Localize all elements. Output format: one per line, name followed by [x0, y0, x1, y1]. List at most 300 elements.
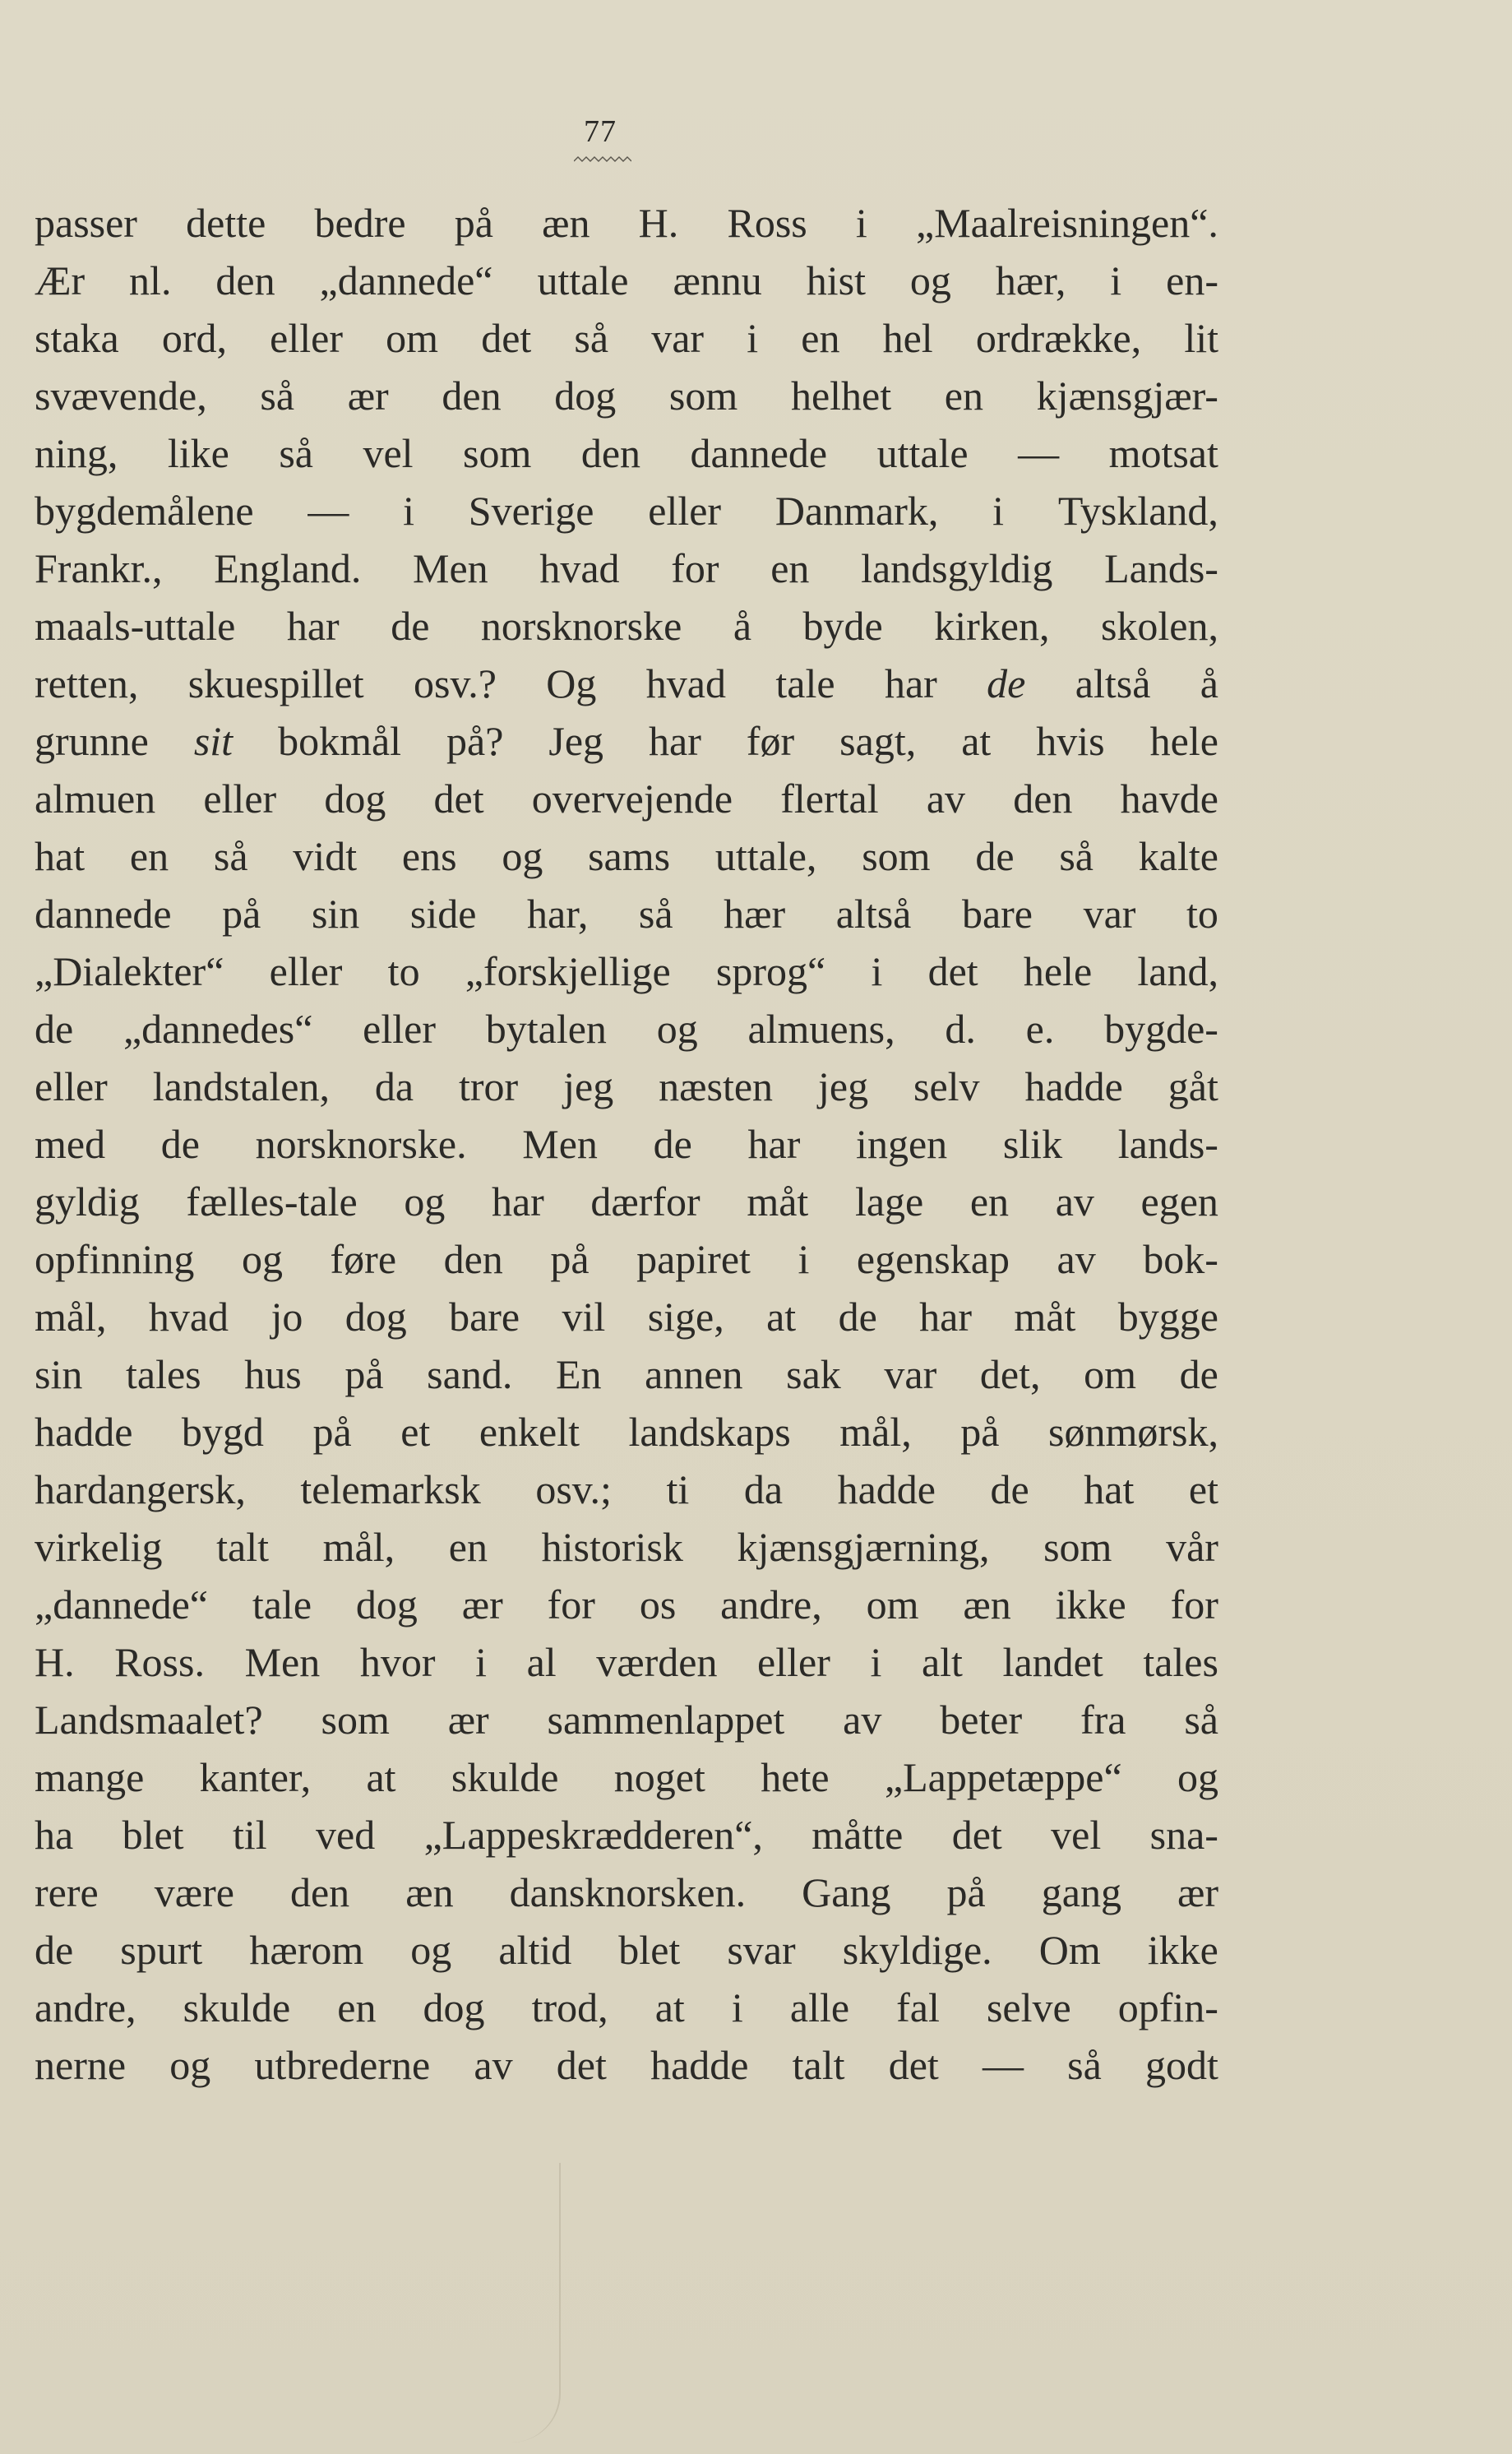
- word: mange: [35, 1754, 145, 1800]
- text-line: [35, 1979, 1218, 2036]
- word: av: [1057, 1236, 1096, 1282]
- word: uttale,: [714, 833, 817, 879]
- word: gang: [1041, 1869, 1121, 1915]
- word: kjænsgjærning,: [737, 1524, 990, 1570]
- word: tales: [1143, 1639, 1218, 1685]
- word: har: [491, 1178, 544, 1225]
- word: lit: [1184, 315, 1218, 361]
- text-line: [35, 770, 1218, 827]
- word: var: [1083, 891, 1136, 937]
- word: en: [337, 1984, 377, 2030]
- word: være: [154, 1869, 234, 1915]
- word: skuespillet: [187, 660, 364, 706]
- word: osv.;: [535, 1466, 612, 1512]
- word: eller: [270, 315, 343, 361]
- word: så: [213, 833, 248, 879]
- word: det: [481, 315, 532, 361]
- word: H.: [638, 200, 679, 246]
- word: tales: [125, 1351, 201, 1397]
- word: kirken,: [934, 603, 1050, 649]
- word: de: [653, 1121, 692, 1167]
- word: bokmål: [278, 718, 402, 764]
- word: dærfor: [590, 1178, 701, 1225]
- word: kalte: [1138, 833, 1218, 879]
- word: værden: [596, 1639, 718, 1685]
- word: måtte: [811, 1812, 904, 1858]
- word: jeg: [817, 1063, 869, 1109]
- text-line: [35, 539, 1218, 597]
- word: det: [951, 1812, 1002, 1858]
- word: et: [400, 1409, 431, 1455]
- word: bare: [961, 891, 1033, 937]
- word: En: [555, 1351, 602, 1397]
- word: bygd: [181, 1409, 264, 1455]
- text-line: [35, 1921, 1218, 1979]
- text-line: [35, 1633, 1218, 1691]
- word: det: [556, 2042, 607, 2088]
- word: mål,: [839, 1409, 912, 1455]
- word: Lands-: [1104, 545, 1218, 591]
- word: hær: [724, 891, 786, 937]
- page-crease: [460, 2163, 561, 2442]
- word: hadde: [837, 1466, 936, 1512]
- text-line: [35, 1000, 1218, 1058]
- word: Jeg: [548, 718, 604, 764]
- word: i: [798, 1236, 810, 1282]
- word: to: [387, 948, 420, 994]
- word: for: [1170, 1581, 1218, 1628]
- word: hadde: [1024, 1063, 1123, 1109]
- text-line: [35, 827, 1218, 885]
- word: så: [1184, 1697, 1218, 1743]
- word: Ross.: [114, 1639, 205, 1685]
- word: al: [526, 1639, 557, 1685]
- word: annen: [645, 1351, 743, 1397]
- word: almuens,: [747, 1006, 895, 1052]
- word: måt: [1014, 1294, 1076, 1340]
- word: hat: [35, 833, 86, 879]
- word: dog: [355, 1581, 418, 1628]
- word: i: [871, 948, 883, 994]
- word: altså: [835, 891, 912, 937]
- word: og: [502, 833, 543, 879]
- text-line: [35, 1461, 1218, 1518]
- word: på: [222, 891, 261, 937]
- word: nerne: [35, 2042, 127, 2088]
- word: den: [580, 430, 641, 476]
- word: ær: [347, 373, 389, 419]
- word: føre: [330, 1236, 397, 1282]
- word: side: [409, 891, 477, 937]
- word: for: [671, 545, 719, 591]
- word: Landsmaalet?: [35, 1697, 263, 1743]
- word: almuen: [35, 776, 156, 822]
- word: helhet: [790, 373, 892, 419]
- text-line: [35, 1115, 1218, 1173]
- word: at: [366, 1754, 396, 1800]
- word: en: [770, 545, 810, 591]
- word: eller: [363, 1006, 436, 1052]
- word: ær: [461, 1581, 503, 1628]
- word: Tyskland,: [1057, 488, 1218, 534]
- text-line: [35, 252, 1218, 309]
- word: vel: [1051, 1812, 1102, 1858]
- word: som: [321, 1697, 390, 1743]
- word: „Lappetæppe“: [884, 1754, 1122, 1800]
- word: med: [35, 1121, 106, 1167]
- word: sagt,: [839, 718, 917, 764]
- word: ens: [401, 833, 457, 879]
- word: gåt: [1168, 1063, 1218, 1109]
- word: den: [1013, 776, 1073, 822]
- word: skolen,: [1100, 603, 1218, 649]
- word: noget: [613, 1754, 705, 1800]
- word: har: [884, 660, 937, 706]
- word: på: [312, 1409, 352, 1455]
- word: hvor: [359, 1639, 436, 1685]
- text-line: [35, 1403, 1218, 1461]
- word: den: [289, 1869, 350, 1915]
- word: og: [1177, 1754, 1218, 1800]
- word: de: [990, 1466, 1029, 1512]
- word: som: [463, 430, 532, 476]
- word: som: [668, 373, 738, 419]
- word: da: [374, 1063, 414, 1109]
- word: vidt: [293, 833, 358, 879]
- word: alle: [789, 1984, 850, 2030]
- word: på: [454, 200, 493, 246]
- word: de: [838, 1294, 877, 1340]
- word: hat: [1084, 1466, 1135, 1512]
- word: at: [654, 1984, 685, 2030]
- word: har: [747, 1121, 801, 1167]
- word: svævende,: [35, 373, 207, 419]
- word: skyldige.: [842, 1927, 992, 1973]
- word: av: [474, 2042, 513, 2088]
- word: har: [286, 603, 340, 649]
- word: de: [35, 1927, 74, 1973]
- word: landstalen,: [152, 1063, 330, 1109]
- word: hist: [806, 257, 866, 303]
- word: den: [443, 1236, 503, 1282]
- word: så: [260, 373, 295, 419]
- word: —: [307, 488, 349, 534]
- text-line: [35, 482, 1218, 539]
- word: nl.: [129, 257, 172, 303]
- word: ikke: [1055, 1581, 1126, 1628]
- word: ha: [35, 1812, 74, 1858]
- word: ikke: [1147, 1927, 1218, 1973]
- word: hel: [882, 315, 933, 361]
- word: ning,: [35, 430, 118, 476]
- word: „dannede“: [35, 1581, 208, 1628]
- word: England.: [214, 545, 362, 591]
- word: slik: [1002, 1121, 1063, 1167]
- word: på: [344, 1351, 384, 1397]
- word: hele: [1149, 718, 1218, 764]
- word: hær,: [995, 257, 1066, 303]
- text-line: [35, 424, 1218, 482]
- word: de: [975, 833, 1015, 879]
- word: den: [215, 257, 275, 303]
- word: bygde-: [1104, 1006, 1218, 1052]
- word: motsat: [1108, 430, 1218, 476]
- text-line: [35, 712, 1218, 770]
- text-line: [35, 1806, 1218, 1864]
- word: hvad: [148, 1294, 229, 1340]
- word: en: [969, 1178, 1010, 1225]
- word: alt: [921, 1639, 963, 1685]
- word: på: [550, 1236, 590, 1282]
- word: hadde: [35, 1409, 133, 1455]
- word: sak: [786, 1351, 841, 1397]
- word: sin: [311, 891, 360, 937]
- word: hvad: [539, 545, 620, 591]
- word: beter: [940, 1697, 1023, 1743]
- word: og: [404, 1178, 446, 1225]
- word: ær: [1177, 1869, 1218, 1915]
- word: dog: [423, 1984, 485, 2030]
- word: bygdemålene: [35, 488, 254, 534]
- word: æn: [542, 200, 590, 246]
- word: land,: [1137, 948, 1218, 994]
- word: retten,: [35, 660, 139, 706]
- text-line: [35, 655, 1218, 712]
- word: skulde: [451, 1754, 559, 1800]
- word: var: [884, 1351, 937, 1397]
- word: jeg: [563, 1063, 614, 1109]
- word: det: [433, 776, 484, 822]
- word: sams: [588, 833, 671, 879]
- word: landet: [1002, 1639, 1103, 1685]
- word: gyldig: [35, 1178, 140, 1225]
- word: selve: [986, 1984, 1071, 2030]
- word: tale: [252, 1581, 312, 1628]
- word: ti: [666, 1466, 690, 1512]
- word: lands-: [1117, 1121, 1218, 1167]
- word: det: [927, 948, 978, 994]
- word: hvad: [645, 660, 726, 706]
- word: ingen: [856, 1121, 948, 1167]
- word: Danmark,: [774, 488, 939, 534]
- text-line: [35, 1748, 1218, 1806]
- word: var: [651, 315, 705, 361]
- word: maals-uttale: [35, 603, 236, 649]
- word: og: [241, 1236, 283, 1282]
- word: mål,: [322, 1524, 395, 1570]
- word: om: [866, 1581, 919, 1628]
- text-line: [35, 597, 1218, 655]
- word: fælles-tale: [186, 1178, 358, 1225]
- word: æn: [963, 1581, 1011, 1628]
- word: æn: [405, 1869, 454, 1915]
- word: før: [746, 718, 795, 764]
- word: overvejende: [531, 776, 733, 822]
- word: kjænsgjær-: [1036, 373, 1218, 419]
- word: landskaps: [628, 1409, 791, 1455]
- word: ord,: [161, 315, 228, 361]
- word: ordrække,: [975, 315, 1142, 361]
- word: Men: [413, 545, 488, 591]
- word: grunne: [35, 718, 149, 764]
- page-number-ornament: [574, 155, 631, 163]
- word: virkelig: [35, 1524, 163, 1570]
- text-line: [35, 1576, 1218, 1633]
- word: andre,: [35, 1984, 136, 2030]
- word: eller: [269, 948, 343, 994]
- text-line: [35, 1345, 1218, 1403]
- word: andre,: [720, 1581, 822, 1628]
- word: —: [1018, 430, 1060, 476]
- word: sna-: [1149, 1812, 1218, 1858]
- word: ænnu: [673, 257, 762, 303]
- word: det: [888, 2042, 939, 2088]
- word: bygge: [1117, 1294, 1218, 1340]
- word: eller: [757, 1639, 830, 1685]
- word: skulde: [183, 1984, 291, 2030]
- word: opfin-: [1117, 1984, 1218, 2030]
- word: hærom: [249, 1927, 364, 1973]
- word: til: [232, 1812, 267, 1858]
- word: Om: [1038, 1927, 1101, 1973]
- word: uttale: [876, 430, 969, 476]
- word: bytalen: [485, 1006, 607, 1052]
- word: de: [160, 1121, 200, 1167]
- word: landsgyldig: [861, 545, 1053, 591]
- word: om: [386, 315, 439, 361]
- word: Gang: [802, 1869, 891, 1915]
- word: dannede: [690, 430, 828, 476]
- word: på: [946, 1869, 986, 1915]
- word: i: [855, 200, 867, 246]
- word: Og: [546, 660, 597, 706]
- word: H.: [35, 1639, 75, 1685]
- word: talt: [792, 2042, 845, 2088]
- word: kanter,: [199, 1754, 312, 1800]
- word: et: [1188, 1466, 1218, 1512]
- word: eller: [648, 488, 722, 534]
- word: så: [638, 891, 673, 937]
- word: altid: [498, 1927, 572, 1973]
- word: „Dialekter“: [35, 948, 224, 994]
- word: sige,: [647, 1294, 724, 1340]
- word: rere: [35, 1869, 99, 1915]
- word: blet: [122, 1812, 184, 1858]
- word: d.: [945, 1006, 976, 1052]
- word: om: [1084, 1351, 1137, 1397]
- word: i: [475, 1639, 487, 1685]
- word: vår: [1166, 1524, 1218, 1570]
- word: selv: [913, 1063, 980, 1109]
- word: dannede: [35, 891, 172, 937]
- word: en: [129, 833, 169, 879]
- word: flertal: [780, 776, 879, 822]
- word: for: [547, 1581, 595, 1628]
- text-line: [35, 1230, 1218, 1288]
- word: lage: [854, 1178, 924, 1225]
- word: sand.: [427, 1351, 513, 1397]
- text-line: [35, 2036, 1218, 2094]
- word: osv.?: [413, 660, 497, 706]
- word: den: [442, 373, 502, 419]
- word: utbrederne: [254, 2042, 431, 2088]
- text-line: [35, 1518, 1218, 1576]
- word: å: [1200, 660, 1218, 706]
- word: har,: [527, 891, 589, 937]
- word: så: [279, 430, 313, 476]
- word: svar: [727, 1927, 796, 1973]
- word: jo: [270, 1294, 303, 1340]
- word: hus: [244, 1351, 302, 1397]
- page-number: 77: [584, 114, 617, 149]
- word: egenskap: [856, 1236, 1010, 1282]
- word: de: [391, 603, 430, 649]
- word: bedre: [314, 200, 406, 246]
- word: i: [992, 488, 1005, 534]
- word: da: [743, 1466, 784, 1512]
- word: hadde: [650, 2042, 749, 2088]
- text-line: [35, 1288, 1218, 1345]
- word: næsten: [659, 1063, 774, 1109]
- word: så: [574, 315, 609, 361]
- word: så: [1067, 2042, 1102, 2088]
- word: „Maalreisningen“.: [916, 200, 1218, 246]
- word: det,: [979, 1351, 1041, 1397]
- word: at: [961, 718, 992, 764]
- word: norsknorske: [480, 603, 682, 649]
- word: vil: [562, 1294, 606, 1340]
- word: „dannede“: [319, 257, 493, 303]
- word: to: [1186, 891, 1218, 937]
- word: og: [410, 1927, 452, 1973]
- word: „forskjellige: [465, 948, 671, 994]
- word: staka: [35, 315, 119, 361]
- text-line: [35, 1691, 1218, 1748]
- word: e.: [1025, 1006, 1055, 1052]
- word: tror: [459, 1063, 519, 1109]
- text-line: [35, 194, 1218, 252]
- word: trod,: [531, 1984, 608, 2030]
- word: de: [1179, 1351, 1218, 1397]
- word: Men: [522, 1121, 598, 1167]
- text-line: [35, 309, 1218, 367]
- word: Frankr.,: [35, 545, 163, 591]
- word: egen: [1140, 1178, 1218, 1225]
- word: eller: [203, 776, 277, 822]
- word: i: [747, 315, 759, 361]
- word: havde: [1120, 776, 1218, 822]
- word: mål,: [35, 1294, 107, 1340]
- word: i: [403, 488, 414, 534]
- text-line: [35, 1173, 1218, 1230]
- word: passer: [35, 200, 137, 246]
- word: og: [656, 1006, 698, 1052]
- word: å: [733, 603, 752, 649]
- word: ær: [447, 1697, 489, 1743]
- word: og: [909, 257, 951, 303]
- word: av: [926, 776, 966, 822]
- word: —: [982, 2042, 1024, 2088]
- word: talt: [216, 1524, 270, 1570]
- word: bare: [449, 1294, 520, 1340]
- word: i: [870, 1639, 882, 1685]
- text-line: [35, 885, 1218, 942]
- word: at: [766, 1294, 797, 1340]
- word: så: [1059, 833, 1094, 879]
- word: på?: [446, 718, 504, 764]
- word: vel: [363, 430, 414, 476]
- word: dog: [324, 776, 386, 822]
